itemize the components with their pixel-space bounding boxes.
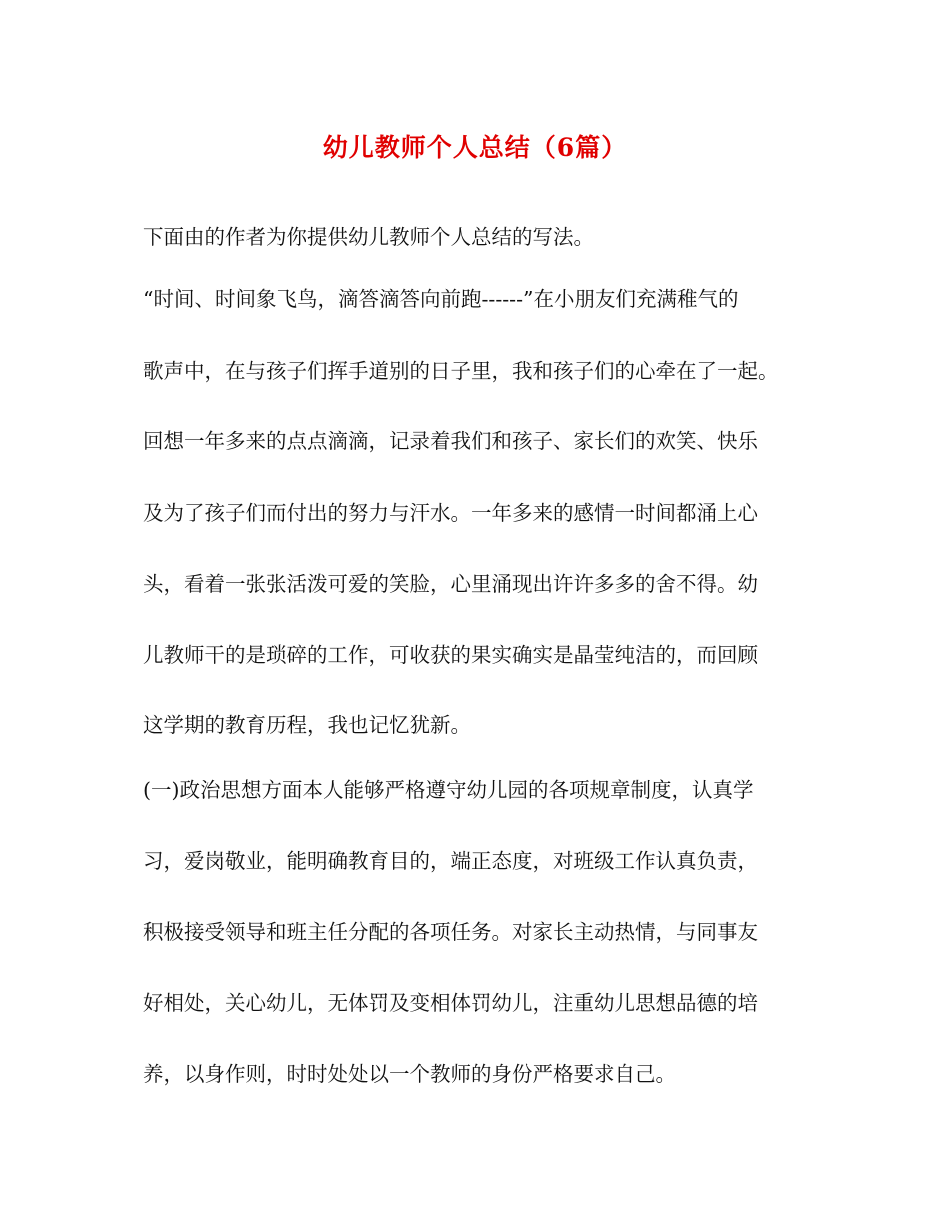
paragraph1-line-1: “时间、时间象飞鸟，滴答滴答向前跑------”在小朋友们充满稚气的 (143, 287, 739, 311)
paragraph1-line-2: 歌声中，在与孩子们挥手道别的日子里，我和孩子们的心牵在了一起。 (143, 359, 779, 383)
document-title: 幼儿教师个人总结（6篇） (322, 133, 628, 162)
paragraph1-line-5: 头，看着一张张活泼可爱的笑脸，心里涌现出许许多多的舍不得。幼 (143, 572, 758, 596)
paragraph1-line-3: 回想一年多来的点点滴滴，记录着我们和孩子、家长们的欢笑、快乐 (143, 429, 758, 453)
paragraph1-line-7: 这学期的教育历程，我也记忆犹新。 (143, 713, 471, 737)
intro-line: 下面由的作者为你提供幼儿教师个人总结的写法。 (143, 225, 594, 249)
paragraph1-line-4: 及为了孩子们而付出的努力与汗水。一年多来的感情一时间都涌上心 (143, 501, 758, 525)
paragraph2-line-3: 积极接受领导和班主任分配的各项任务。对家长主动热情，与同事友 (143, 920, 758, 944)
paragraph1-line-6: 儿教师干的是琐碎的工作，可收获的果实确实是晶莹纯洁的，而回顾 (143, 643, 758, 667)
paragraph2-line-5: 养，以身作则，时时处处以一个教师的身份严格要求自己。 (143, 1062, 676, 1086)
paragraph2-line-2: 习，爱岗敬业，能明确教育目的，端正态度，对班级工作认真负责， (143, 849, 758, 873)
paragraph2-line-1: (一)政治思想方面本人能够严格遵守幼儿园的各项规章制度，认真学 (143, 778, 754, 802)
paragraph2-line-4: 好相处，关心幼儿，无体罚及变相体罚幼儿，注重幼儿思想品德的培 (143, 991, 758, 1015)
